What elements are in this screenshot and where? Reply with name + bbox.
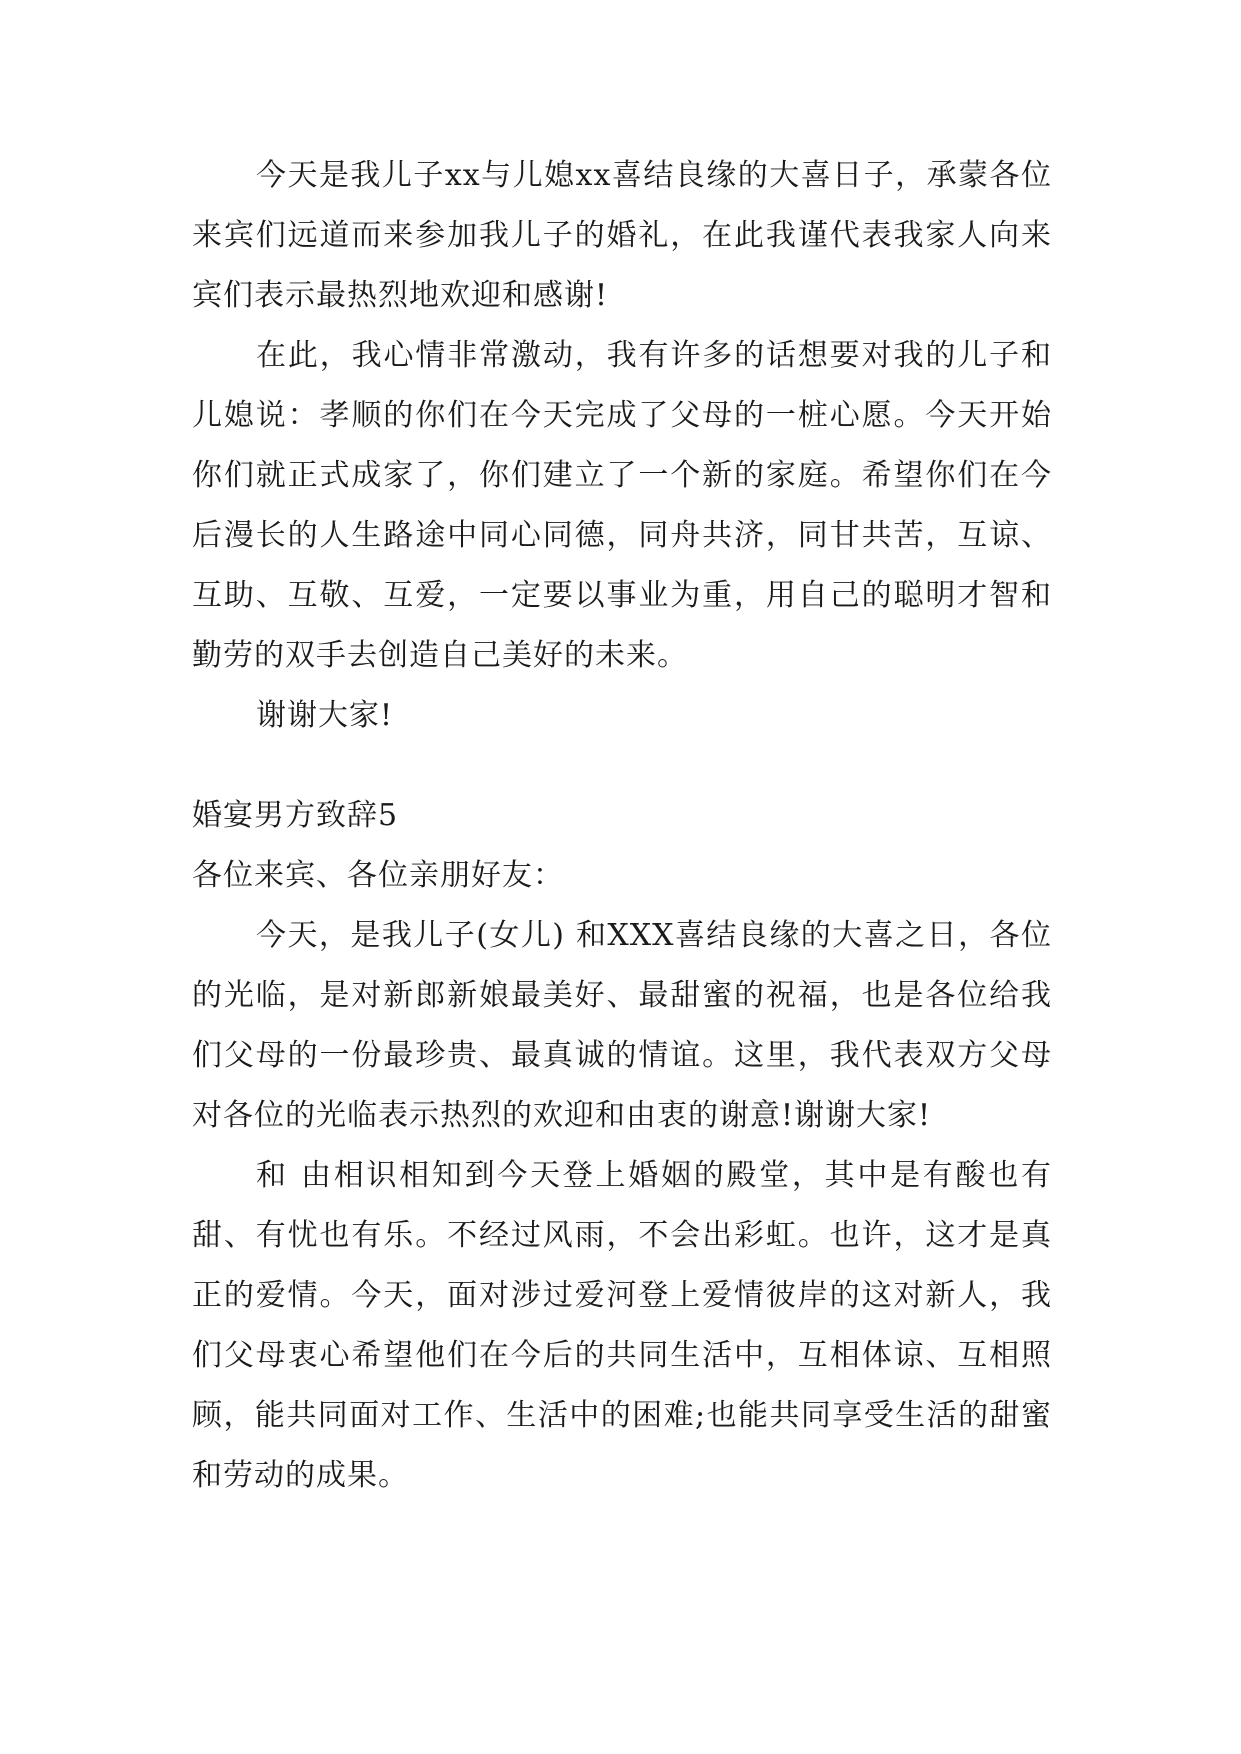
paragraph-3: 谢谢大家! (256, 698, 394, 733)
paragraph-4: 今天，是我儿子(女儿) 和XXX喜结良缘的大喜之日，各位的光临，是对新郎新娘最美好、最甜蜜的祝福，也是各位给我们父母的一份最珍贵、最真诚的情谊。这里，我代表双方父母对各位的光临表示热烈的欢迎和由衷的谢意!谢谢大家! (192, 918, 1052, 1133)
section-1 (192, 146, 1052, 746)
section-title: 婚宴男方致辞5 (192, 798, 399, 833)
paragraph-5: 和 由相识相知到今天登上婚姻的殿堂，其中是有酸也有甜、有忧也有乐。不经过风雨，不会出彩虹。也许，这才是真正的爱情。今天，面对涉过爱河登上爱情彼岸的这对新人，我们父母衷心希望他们在今后的共同生活中，互相体谅、互相照顾，能共同面对工作、生活中的困难;也能共同享受生活的甜蜜和劳动的成果。 (192, 1158, 1052, 1493)
paragraph-2: 在此，我心情非常激动，我有许多的话想要对我的儿子和儿媳说：孝顺的你们在今天完成了父母的一桩心愿。今天开始你们就正式成家了，你们建立了一个新的家庭。希望你们在今后漫长的人生路途中同心同德，同舟共济，同甘共苦，互谅、互助、互敬、互爱，一定要以事业为重，用自己的聪明才智和勤劳的双手去创造自己美好的未来。 (192, 338, 1052, 673)
paragraph-1: 今天是我儿子xx与儿媳xx喜结良缘的大喜日子，承蒙各位来宾们远道而来参加我儿子的婚礼，在此我谨代表我家人向来宾们表示最热烈地欢迎和感谢! (192, 158, 1052, 313)
salutation: 各位来宾、各位亲朋好友： (192, 858, 564, 893)
section-2 (192, 786, 1052, 1506)
